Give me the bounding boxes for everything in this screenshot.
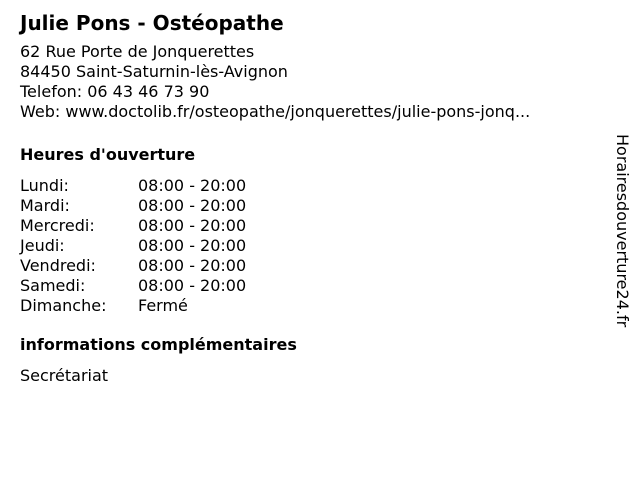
hours-row-saturday: [20, 276, 600, 296]
day-label: Vendredi:: [20, 256, 96, 275]
time-range: 08:00 - 20:00: [138, 276, 247, 295]
info-item: Secrétariat: [20, 366, 109, 385]
day-label: Mardi:: [20, 196, 70, 215]
day-label: Mercredi:: [20, 216, 95, 235]
address-street: 62 Rue Porte de Jonquerettes: [20, 42, 255, 61]
time-range: 08:00 - 20:00: [138, 256, 247, 275]
time-range: 08:00 - 20:00: [138, 216, 247, 235]
day-label: Jeudi:: [20, 236, 65, 255]
time-range: 08:00 - 20:00: [138, 196, 247, 215]
business-name: Julie Pons - Ostéopathe: [20, 11, 284, 35]
hours-row-sunday: [20, 296, 600, 316]
additional-info-list: [20, 366, 600, 386]
business-card: [20, 10, 600, 386]
hours-row-wednesday: [20, 216, 600, 236]
day-label: Dimanche:: [20, 296, 107, 315]
address-city: 84450 Saint-Saturnin-lès-Avignon: [20, 62, 288, 81]
hours-row-thursday: [20, 236, 600, 256]
additional-info-heading: informations complémentaires: [20, 335, 297, 354]
site-brand-vertical: Horairesdouverture24.fr: [613, 134, 632, 328]
day-label: Samedi:: [20, 276, 86, 295]
time-range: 08:00 - 20:00: [138, 236, 247, 255]
hours-row-friday: [20, 256, 600, 276]
hours-row-monday: [20, 176, 600, 196]
time-range: 08:00 - 20:00: [138, 176, 247, 195]
web-line[interactable]: Web: www.doctolib.fr/osteopathe/jonquerettes/julie-pons-jonq...: [20, 102, 531, 121]
hours-row-tuesday: [20, 196, 600, 216]
opening-hours-list: [20, 176, 600, 316]
opening-hours-heading: Heures d'ouverture: [20, 145, 196, 164]
phone-line: Telefon: 06 43 46 73 90: [20, 82, 210, 101]
time-range: Fermé: [138, 296, 188, 315]
day-label: Lundi:: [20, 176, 69, 195]
